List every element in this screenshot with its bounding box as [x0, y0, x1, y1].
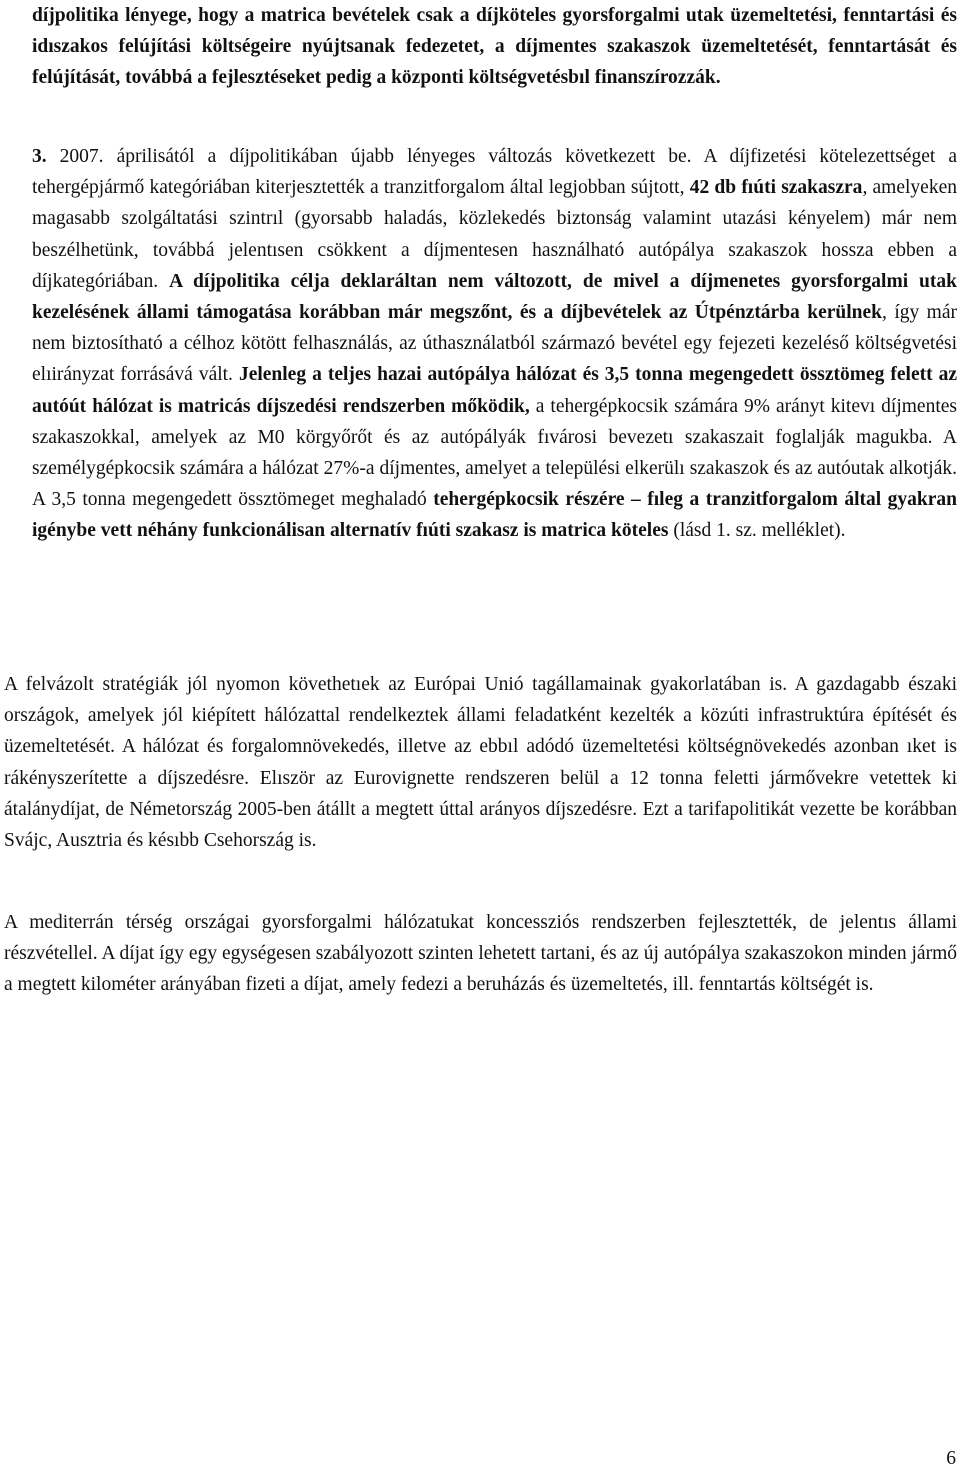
bold-text: 42 db fıúti szakaszra	[689, 177, 863, 199]
bold-text: Jelenleg a teljes hazai autópálya hálózat és 3,5 tonna megengedett össztömeg felett az autóút hálózat is matricás díjszedési rendszerben mőködik,	[32, 364, 957, 417]
paragraph-eu-strategies: A felvázolt stratégiák jól nyomon követhetıek az Európai Unió tagállamainak gyakorlatában is. A gazdagabb északi országok, amelyek jól kiépített hálózattal rendelkeztek állami feladatként kezelték a közúti infrastruktúra építését és üzemeltetését. A hálózat és forgalomnövekedés, illetve az ebbıl adódó üzemeltetési költségnövekedés azonban ıket is rákényszerítette a díjszedésre. Elıször az Eurovignette rendszeren belül a 12 tonna feletti jármővekre vetettek ki átalánydíjat, de Németország 2005-ben átállt a megtett úttal arányos díjszedésre. Ezt a tarifapolitikát vezette be korábban Svájc, Ausztria és késıbb Csehország is.	[4, 674, 957, 852]
text-segment: (lásd 1. sz. melléklet).	[668, 520, 846, 542]
paragraph-2007-changes	[32, 141, 957, 547]
bold-text: A díjpolitika célja deklaráltan nem változott, de mivel a díjmenetes gyorsforgalmi utak kezelésének állami támogatása korábban már megszőnt, és a díjbevételek az Útpénztárba kerülnek	[32, 270, 957, 324]
text-segment: a tehergépkocsik számára 9% arányt kitevı díjmentes szakaszokkal, amelyek az M0 körgyőrőt és az autópályák fıvárosi bevezetı szakaszait foglalják magukba. A személygépkocsik számára a hálózat 27%-a díjmentes, amelyet a települési elkerülı szakaszok és az autóutak alkotják. A 3,5 tonna megengedett össztömeget meghaladó	[32, 395, 957, 511]
paragraph-mediterranean: A mediterrán térség országai gyorsforgalmi hálózatukat koncessziós rendszerben fejlesztették, de jelentıs állami részvétellel. A díjat így egy egységesen szabályozott szinten lehetett tartani, és az új autópálya szakaszokon minden jármő a megtett kilométer arányában fizeti a díjat, amely fedezi a beruházás és üzemeltetés, ill. fenntartás költségét is.	[4, 912, 957, 996]
section-number: 3.	[32, 146, 47, 167]
bold-text: tehergépkocsik részére – fıleg a tranzitforgalom által gyakran igénybe vett néhány funkcionálisan alternatív fıúti szakasz is matrica köteles	[32, 489, 957, 542]
paragraph-toll-policy-essence	[32, 0, 957, 94]
text-segment: 2007. áprilisától a díjpolitikában újabb lényeges változás következett be. A díjfizetési kötelezettséget a tehergépjármő kategóriában kiterjesztették a tranzitforgalom által legjobban sújtott,	[32, 146, 957, 199]
bold-text: díjpolitika lényege, hogy a matrica bevételek csak a díjköteles gyorsforgalmi utak üzemeltetési, fenntartási és idıszakos felújítási költségeire nyújtsanak fedezetet, a díjmentes szakaszok üzemeltetését, fenntartását és felújítását, továbbá a fejlesztéseket pedig a központi költségvetésbıl finanszírozzák.	[32, 5, 957, 89]
text-segment: , amelyeken magasabb szolgáltatási szintrıl (gyorsabb haladás, közlekedés biztonság valamint utazási kényelem) már nem beszélhetünk, továbbá jelentısen csökkent a díjmentesen használható autópálya szakaszok hossza ebben a díjkategóriában.	[32, 177, 957, 292]
text-segment: , így már nem biztosítható a célhoz kötött felhasználás, az úthasználatból származó bevétel egy fejezeti kezeléső költségvetési elıirányzat forrásává vált.	[32, 302, 958, 386]
page-number: 6	[946, 1448, 956, 1469]
